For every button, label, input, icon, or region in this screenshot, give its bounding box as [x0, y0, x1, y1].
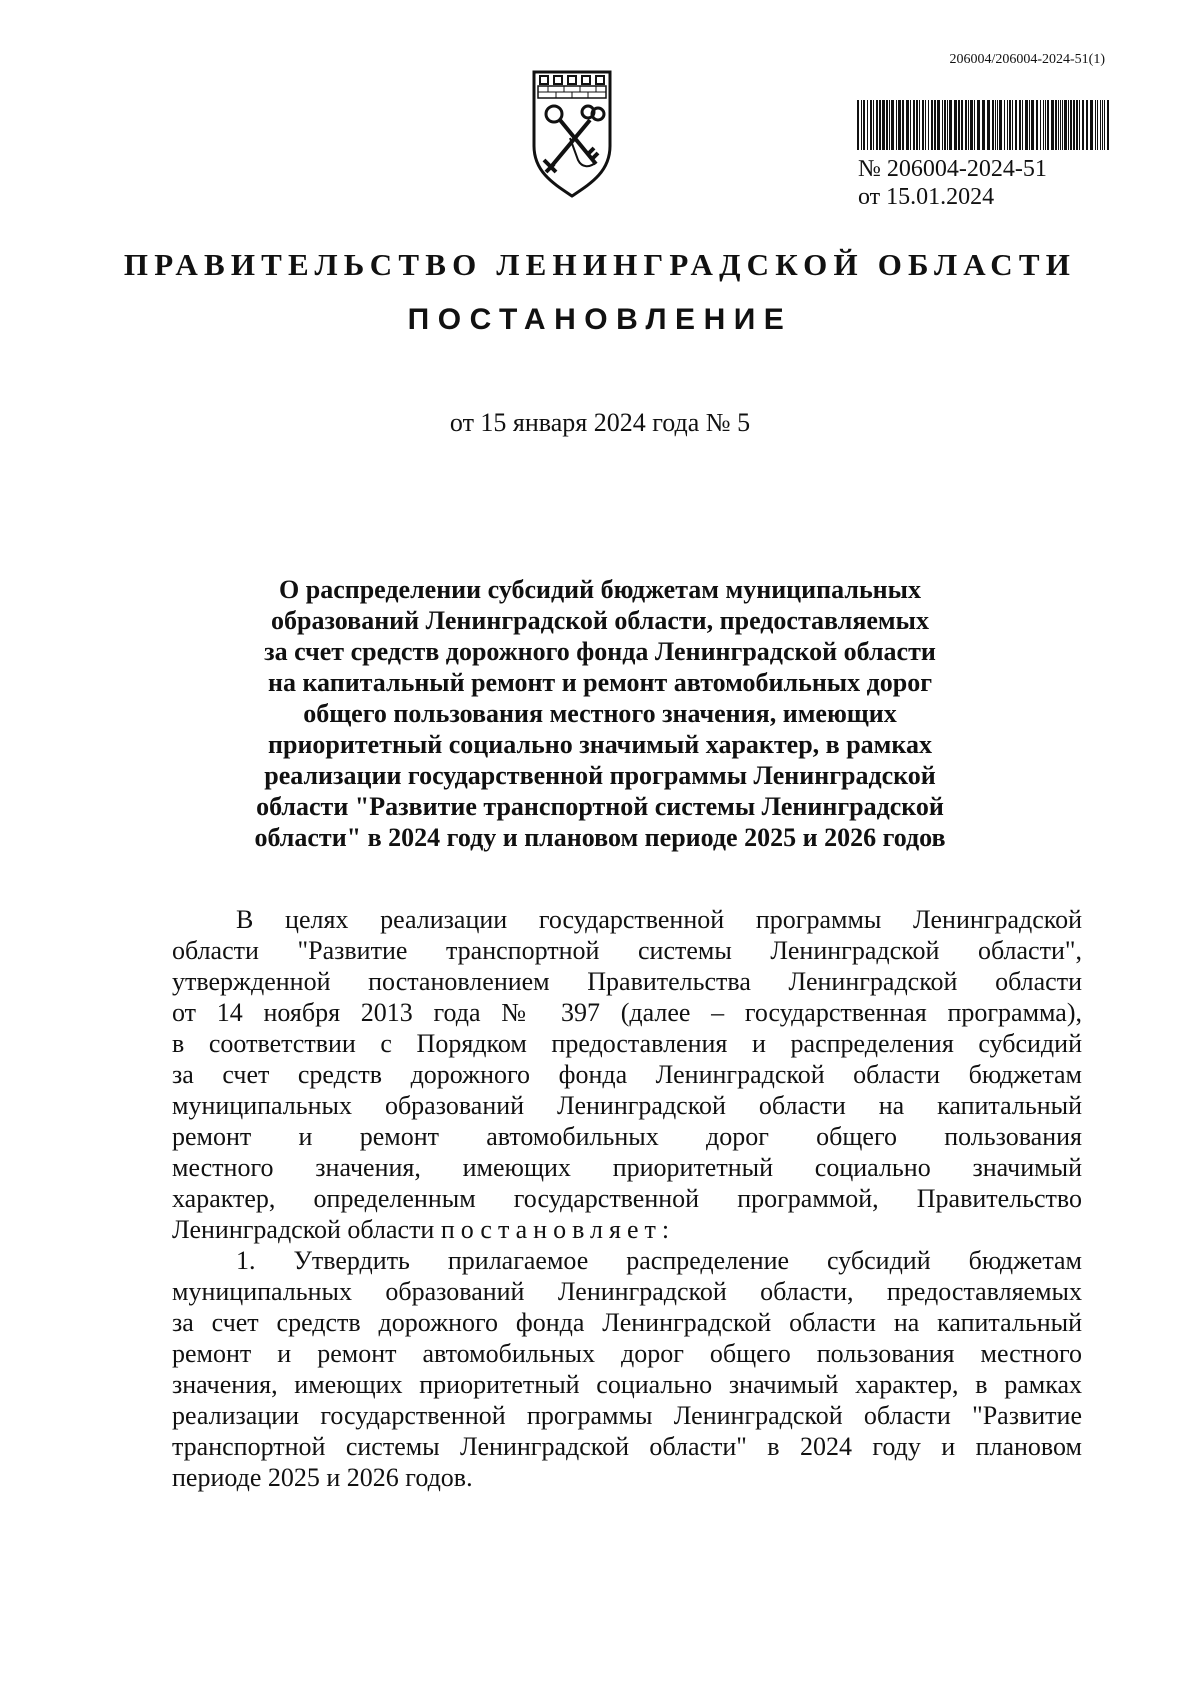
- item-1-line: муниципальных образований Ленинградской области, предоставляемых: [172, 1277, 1082, 1306]
- item-1-line: транспортной системы Ленинградской области" в 2024 году и плановом: [172, 1432, 1082, 1461]
- subject-line: за счет средств дорожного фонда Ленинградской области: [264, 637, 936, 666]
- document-type: ПОСТАНОВЛЕНИЕ: [407, 303, 793, 336]
- government-title: ПРАВИТЕЛЬСТВО ЛЕНИНГРАДСКОЙ ОБЛАСТИ: [123, 247, 1077, 282]
- subject-line: приоритетный социально значимый характер, в рамках: [268, 730, 932, 759]
- item-1-line: ремонт и ремонт автомобильных дорог общего пользования местного: [172, 1339, 1082, 1368]
- preamble-line: ремонт и ремонт автомобильных дорог общего пользования: [172, 1122, 1082, 1151]
- preamble-line: муниципальных образований Ленинградской области на капитальный: [172, 1091, 1082, 1120]
- preamble-line: В целях реализации государственной программы Ленинградской: [236, 905, 1082, 934]
- subject-line: реализации государственной программы Ленинградской: [264, 761, 936, 790]
- item-1-line: значения, имеющих приоритетный социально значимый характер, в рамках: [172, 1370, 1082, 1399]
- item-1-line: реализации государственной программы Ленинградской области "Развитие: [172, 1401, 1082, 1430]
- item-1-line: 1. Утвердить прилагаемое распределение субсидий бюджетам: [236, 1246, 1082, 1275]
- preamble-line: местного значения, имеющих приоритетный социально значимый: [172, 1153, 1082, 1182]
- coat-of-arms-icon: [530, 68, 614, 198]
- preamble-line: от 14 ноября 2013 года № 397 (далее – государственная программа),: [172, 998, 1082, 1027]
- preamble-line: характер, определенным государственной программой, Правительство: [172, 1184, 1082, 1213]
- preamble-line: утвержденной постановлением Правительства Ленинградской области: [172, 967, 1082, 996]
- subject-line: образований Ленинградской области, предоставляемых: [271, 606, 929, 635]
- registration-date: от 15.01.2024: [858, 184, 995, 210]
- item-1-line: за счет средств дорожного фонда Ленинградской области на капитальный: [172, 1308, 1082, 1337]
- registration-block: [858, 155, 1047, 211]
- resolves-word: постановляет:: [440, 1215, 676, 1244]
- document-subject: [180, 574, 1020, 853]
- document-date-number: от 15 января 2024 года № 5: [449, 408, 751, 437]
- preamble-line: за счет средств дорожного фонда Ленинградской области бюджетам: [172, 1060, 1082, 1089]
- subject-line: на капитальный ремонт и ремонт автомобильных дорог: [267, 668, 933, 697]
- preamble-closing-line: [172, 1214, 1082, 1246]
- preamble-closing-text: Ленинградской области: [172, 1215, 435, 1244]
- preamble-line: в соответствии с Порядком предоставления и распределения субсидий: [172, 1029, 1082, 1058]
- subject-line: общего пользования местного значения, имеющих: [303, 699, 897, 728]
- barcode-icon: [857, 100, 1112, 150]
- item-1-line: периоде 2025 и 2026 годов.: [172, 1463, 473, 1492]
- preamble-line: области "Развитие транспортной системы Ленинградской области",: [172, 936, 1082, 965]
- subject-line: области "Развитие транспортной системы Ленинградской: [256, 792, 944, 821]
- subject-line: области" в 2024 году и плановом периоде 2025 и 2026 годов: [254, 823, 946, 852]
- subject-line: О распределении субсидий бюджетам муниципальных: [279, 575, 921, 604]
- registration-number: № 206004-2024-51: [858, 156, 1047, 182]
- document-reference: 206004/206004-2024-51(1): [949, 52, 1105, 67]
